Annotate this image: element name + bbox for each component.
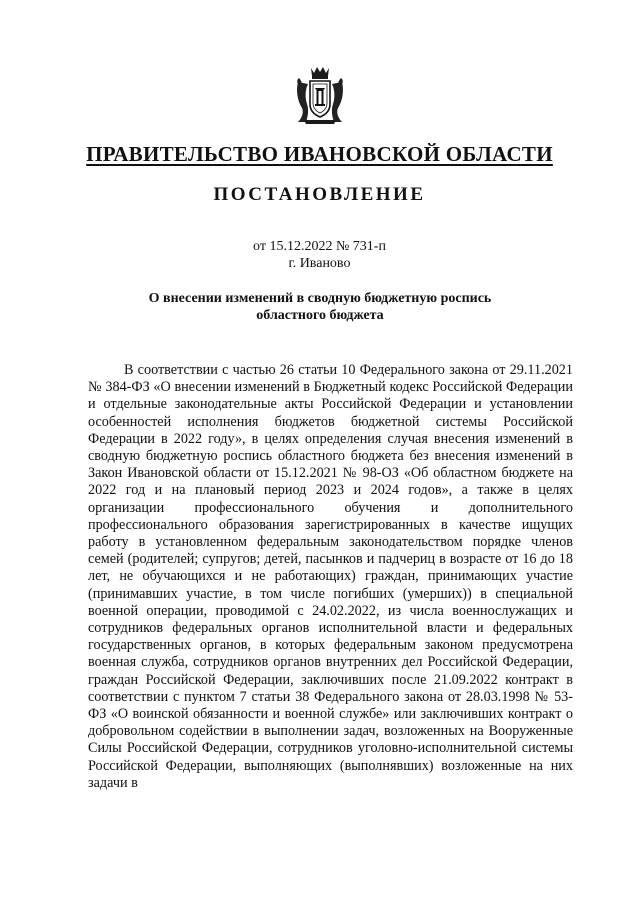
government-name-text: ПРАВИТЕЛЬСТВО ИВАНОВСКОЙ ОБЛАСТИ — [86, 142, 553, 166]
document-subject-line-1: О внесении изменений в сводную бюджетную роспись — [148, 291, 492, 306]
coat-of-arms-icon — [294, 64, 346, 126]
document-type: ПОСТАНОВЛЕНИЕ — [213, 184, 426, 205]
body-paragraph: В соответствии с частью 26 статьи 10 Федерального закона от 29.11.2021 № 384-ФЗ «О внесении изменений в Бюджетный кодекс Российской Федерации и отдельные законодательные акты Российской Федерации и установлении особенностей исполнения бюджетов бюджетной системы Российской Федерации в 2022 году», в целях определения случая внесения изменений в сводную бюджетную роспись областного бюджета без внесения изменений в Закон Ивановской области от 15.12.2021 № 98-ОЗ «Об областном бюджете на 2022 год и на плановый период 2023 и 2024 годов», а также в целях организации профессионального обучения и дополнительного профессионального образования зарегистрированных в качестве ищущих работу в установленном федеральным законодательством порядке членов семей (родителей; супругов; детей, пасынков и падчериц в возрасте от 16 до 18 лет, не обучающихся и не работающих) граждан, принимающих участие (принимавших участие, в том числе погибших (умерших)) в специальной военной операции, проводимой с 24.02.2022, из числа военнослужащих и сотрудников федеральных органов исполнительной власти и федеральных государственных органов, в которых федеральным законом предусмотрена военная служба, сотрудников органов внутренних дел Российской Федерации, граждан Российской Федерации, заключивших после 21.09.2022 контракт в соответствии с пунктом 7 статьи 38 Федерального закона от 28.03.1998 № 53-ФЗ «О воинской обязанности и военной службе» или заключивших контракт о добровольном содействии в выполнении задач, возложенных на Вооруженные Силы Российской Федерации, сотрудников уголовно-исполнительной системы Российской Федерации, выполняющих (выполнявших) возложенные на них задачи в — [88, 362, 573, 791]
document-city: г. Иваново — [288, 256, 351, 271]
document-subject-line-2: областного бюджета — [256, 308, 384, 323]
document-date-number: от 15.12.2022 № 731-п — [253, 239, 386, 254]
document-subject — [120, 290, 520, 324]
document-meta — [0, 238, 639, 272]
government-name — [0, 142, 639, 167]
